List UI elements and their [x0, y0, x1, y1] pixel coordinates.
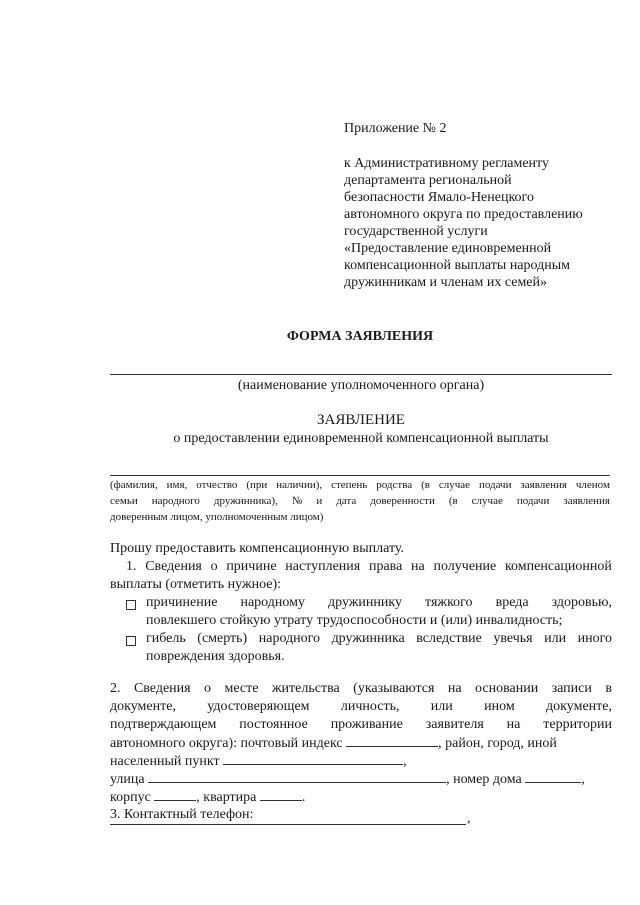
phone-end: , — [467, 811, 471, 826]
section1-line: 1. Сведения о причине наступления права на получение компенсационной — [126, 559, 612, 574]
appendix-line: «Предоставление единовременной — [344, 241, 552, 256]
applicant-caption-line: семьи народного дружинника), № и дата доверенности (в случае подачи заявления — [110, 495, 610, 507]
appendix-line: департамента региональной — [344, 173, 512, 188]
appendix-title: Приложение № 2 — [344, 121, 447, 136]
option-death-text: гибель (смерть) народного дружинника вследствие увечья или иного — [146, 631, 612, 646]
phone-field[interactable] — [110, 824, 466, 825]
appendix-line: государственной услуги — [344, 224, 488, 239]
house-field[interactable] — [525, 770, 581, 783]
appendix-line: безопасности Ямало-Ненецкого — [344, 190, 534, 205]
statement-subtitle: о предоставлении единовременной компенсационной выплаты — [173, 431, 549, 446]
apartment-field[interactable] — [260, 788, 302, 801]
section2-line: документе, удостоверяющем личность, или ином документе, — [110, 699, 612, 714]
section1-line: выплаты (отметить нужное): — [110, 577, 282, 592]
option-injury-text: причинение народному дружиннику тяжкого вреда здоровью, — [146, 595, 612, 610]
applicant-caption — [110, 477, 610, 525]
request-text: Прошу предоставить компенсационную выплату. — [110, 541, 404, 556]
section2-line: корпус , квартира . — [110, 790, 306, 805]
option-injury-checkbox[interactable] — [126, 596, 136, 614]
applicant-line — [110, 475, 610, 476]
option-death-checkbox[interactable] — [126, 632, 136, 650]
appendix-line: к Административному регламенту — [344, 156, 549, 171]
street-field[interactable] — [148, 770, 446, 783]
section2-line: автономного округа): почтовый индекс , район, город, иной — [110, 736, 557, 751]
section2-line: подтверждающем постоянное проживание заявителя на территории — [110, 717, 612, 732]
statement-title: ЗАЯВЛЕНИЕ — [317, 412, 405, 428]
section2-line: улица , номер дома , — [110, 772, 585, 787]
appendix-line: автономного округа по предоставлению — [344, 207, 583, 222]
building-field[interactable] — [154, 788, 196, 801]
authority-line — [110, 374, 612, 375]
authority-caption: (наименование уполномоченного органа) — [237, 378, 485, 393]
form-title: ФОРМА ЗАЯВЛЕНИЯ — [286, 329, 434, 344]
option-injury-text: повлекшего стойкую утрату трудоспособности и (или) инвалидность; — [146, 613, 563, 628]
appendix-text — [344, 155, 583, 291]
section2-line: населенный пункт , — [110, 754, 407, 769]
option-death-text: повреждения здоровья. — [146, 649, 285, 664]
appendix-line: компенсационной выплаты народным — [344, 258, 570, 273]
postal-code-field[interactable] — [346, 734, 438, 747]
locality-field[interactable] — [223, 752, 403, 765]
applicant-caption-line: (фамилия, имя, отчество (при наличии), степень родства (в случае подачи заявления членом — [110, 479, 610, 491]
appendix-line: дружинникам и членам их семей» — [344, 275, 548, 290]
phone-label: 3. Контактный телефон: — [110, 807, 254, 822]
applicant-caption-line: доверенным лицом, уполномоченным лицом) — [110, 511, 324, 523]
section2-line: 2. Сведения о месте жительства (указываются на основании записи в — [110, 681, 612, 696]
